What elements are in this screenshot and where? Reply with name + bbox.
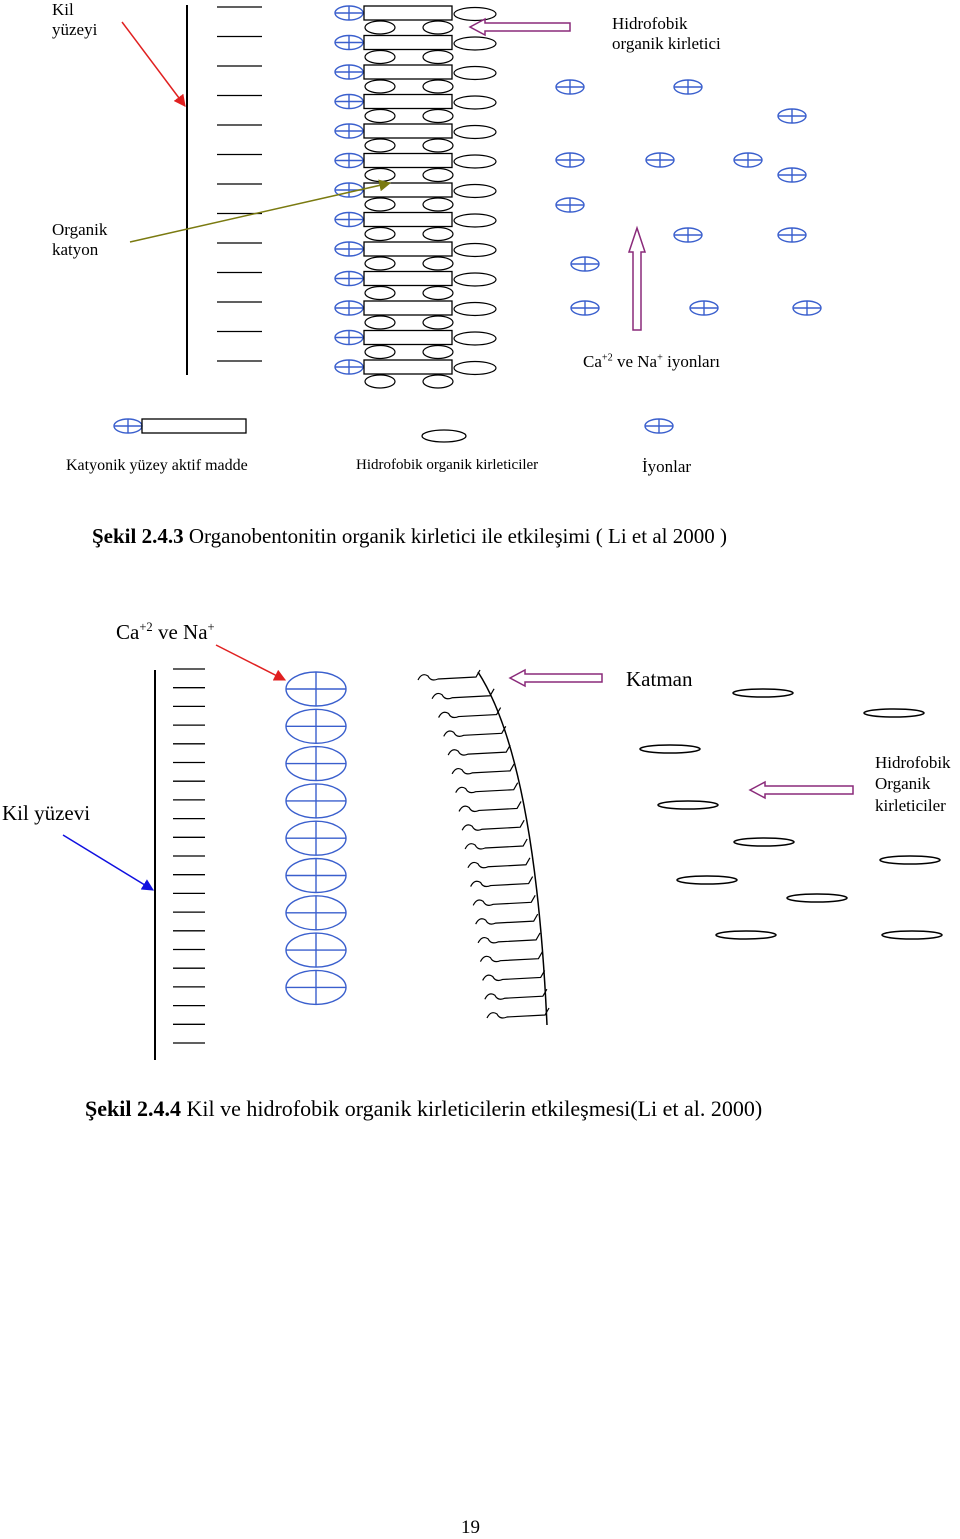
free-pollutant xyxy=(734,838,794,846)
free-ion xyxy=(674,228,702,242)
free-ion xyxy=(778,168,806,182)
free-pollutant xyxy=(640,745,700,753)
surfactant-head-ion xyxy=(335,301,363,315)
legend-ions-label: İyonlar xyxy=(642,457,692,476)
surfactant-tail xyxy=(364,272,452,286)
surfactant-tail-chain xyxy=(465,839,527,849)
pollutant-hollow-arrow xyxy=(470,19,570,35)
surfactant-tail xyxy=(364,183,452,197)
surfactant-tail-chain xyxy=(462,820,524,830)
surfactant-tail xyxy=(364,213,452,227)
fig2-pollutants xyxy=(640,689,942,939)
figure1-caption: Şekil 2.4.3 Organobentonitin organik kirletici ile etkileşimi ( Li et al 2000 ) xyxy=(92,524,727,548)
fig2-ions-label: $Ca^{+2}$ ve Na+ xyxy=(116,620,215,644)
surfactant-tail-chain xyxy=(439,708,501,718)
surfactant-tail-chain xyxy=(476,914,538,924)
free-pollutant xyxy=(716,931,776,939)
sorbed-pollutant xyxy=(365,21,395,34)
negative-charges xyxy=(217,7,262,361)
surfactant-tail-chain xyxy=(418,670,480,680)
surfactant-head-ion xyxy=(335,360,363,374)
sorbed-pollutant xyxy=(454,126,496,139)
sorbed-pollutant xyxy=(454,67,496,80)
fig2-clay-surface-label: Kil yüzevi xyxy=(2,801,91,825)
sorbed-pollutant xyxy=(454,273,496,286)
sorbed-pollutant xyxy=(365,51,395,64)
surfactant-tail-chain xyxy=(473,895,535,905)
fig2-pollutants-label: Hidrofobik Organik kirleticiler xyxy=(875,753,951,815)
sorbed-pollutant xyxy=(365,80,395,93)
surfactant-tail-chain xyxy=(444,726,506,736)
fig2-ion xyxy=(286,672,346,706)
surfactant-head-ion xyxy=(335,124,363,138)
surfactant-tail-chain xyxy=(448,745,510,755)
fig2-ion xyxy=(286,709,346,743)
surfactant-tail xyxy=(364,65,452,79)
clay-surface-label: Kil yüzeyi xyxy=(52,0,98,39)
surfactant-head-ion xyxy=(335,154,363,168)
fig2-ion xyxy=(286,821,346,855)
surfactant-tail xyxy=(364,36,452,50)
sorbed-pollutant xyxy=(423,169,453,182)
legend-surfactant-symbol xyxy=(114,419,246,433)
sorbed-pollutant xyxy=(454,214,496,227)
ions-label: $Ca^{+2}$ ve Na+ iyonları xyxy=(583,352,720,371)
fig2-ions-arrow xyxy=(216,645,285,680)
surfactant-head-ion xyxy=(335,95,363,109)
free-ion xyxy=(674,80,702,94)
layer-hollow-arrow xyxy=(510,670,602,686)
surfactant-head-ion xyxy=(335,36,363,50)
surfactant-tail-chain xyxy=(480,952,542,962)
figure2-caption: Şekil 2.4.4 Kil ve hidrofobik organik kirleticilerin etkileşmesi(Li et al. 2000) xyxy=(85,1096,763,1121)
legend-pollutant-symbol xyxy=(422,430,466,442)
free-pollutant xyxy=(864,709,924,717)
fig2-ion xyxy=(286,784,346,818)
hydrophobic-pollutant-label: Hidrofobik organik kirletici xyxy=(612,14,721,53)
surfactant-tail xyxy=(364,6,452,20)
page-number: 19 xyxy=(461,1517,480,1538)
layer-curve xyxy=(478,672,547,1025)
free-ion xyxy=(646,153,674,167)
sorbed-pollutant xyxy=(365,198,395,211)
sorbed-pollutant xyxy=(423,110,453,123)
sorbed-pollutant xyxy=(454,96,496,109)
free-ion xyxy=(556,153,584,167)
surfactant-tail xyxy=(364,154,452,168)
free-ion xyxy=(793,301,821,315)
sorbed-pollutant xyxy=(423,198,453,211)
sorbed-pollutant xyxy=(423,257,453,270)
free-pollutant xyxy=(880,856,940,864)
free-pollutant xyxy=(882,931,942,939)
fig2-ion xyxy=(286,933,346,967)
surfactant-tail-chain xyxy=(483,970,545,980)
free-ion xyxy=(556,198,584,212)
free-ion xyxy=(778,228,806,242)
free-ions xyxy=(556,80,821,315)
fig2-ion-column xyxy=(286,672,346,1004)
legend-ion-symbol xyxy=(645,419,673,433)
sorbed-pollutant xyxy=(454,185,496,198)
sorbed-pollutant xyxy=(365,139,395,152)
surfactant-head-ion xyxy=(335,272,363,286)
free-ion xyxy=(571,301,599,315)
sorbed-pollutant xyxy=(423,316,453,329)
fig2-negative-charges xyxy=(173,669,205,1043)
sorbed-pollutant xyxy=(423,228,453,241)
free-pollutant xyxy=(733,689,793,697)
free-ion xyxy=(556,80,584,94)
fig2-ion xyxy=(286,747,346,781)
free-ion xyxy=(734,153,762,167)
surfactant-head-ion xyxy=(335,331,363,345)
surfactant-tail-chain xyxy=(432,689,494,699)
surfactant-tails xyxy=(418,670,549,1018)
surfactant-tail-chain xyxy=(456,783,518,793)
surfactant-tail-chain xyxy=(459,801,521,811)
surfactant-head-ion xyxy=(335,65,363,79)
fig2-ion xyxy=(286,859,346,893)
sorbed-pollutant xyxy=(454,362,496,375)
fig2-ion xyxy=(286,896,346,930)
free-ion xyxy=(778,109,806,123)
surfactant-head-ion xyxy=(335,242,363,256)
legend-pollutants-label: Hidrofobik organik kirleticiler xyxy=(356,457,539,473)
surfactant-tail-chain xyxy=(471,877,533,887)
sorbed-pollutant xyxy=(365,375,395,388)
free-pollutant xyxy=(787,894,847,902)
sorbed-pollutant xyxy=(365,110,395,123)
layer-label: Katman xyxy=(626,667,693,691)
surfactant-tail xyxy=(364,301,452,315)
sorbed-pollutant xyxy=(365,228,395,241)
surfactant-tail xyxy=(364,124,452,138)
sorbed-pollutant xyxy=(423,21,453,34)
surfactant-tail xyxy=(364,95,452,109)
free-ion xyxy=(571,257,599,271)
sorbed-pollutant xyxy=(365,169,395,182)
fig2-clay-surface-arrow xyxy=(63,835,153,890)
clay-surface-arrow xyxy=(122,22,185,106)
sorbed-pollutant xyxy=(454,37,496,50)
free-ion xyxy=(690,301,718,315)
organic-cation-label: Organik katyon xyxy=(52,220,108,259)
fig2-pollutant-hollow-arrow xyxy=(750,782,853,798)
sorbed-pollutant xyxy=(454,244,496,257)
surfactant-tail xyxy=(364,331,452,345)
surfactant-stack xyxy=(335,6,496,388)
sorbed-pollutant xyxy=(365,287,395,300)
sorbed-pollutant xyxy=(423,51,453,64)
surfactant-tail-chain xyxy=(487,1008,549,1018)
surfactant-tail-chain xyxy=(468,858,530,868)
surfactant-head-ion xyxy=(335,6,363,20)
legend-surfactant-label: Katyonik yüzey aktif madde xyxy=(66,457,248,474)
sorbed-pollutant xyxy=(365,346,395,359)
surfactant-head-ion xyxy=(335,213,363,227)
surfactant-tail-chain xyxy=(485,989,547,999)
fig2-ion xyxy=(286,970,346,1004)
sorbed-pollutant xyxy=(454,303,496,316)
sorbed-pollutant xyxy=(423,139,453,152)
sorbed-pollutant xyxy=(423,80,453,93)
sorbed-pollutant xyxy=(365,257,395,270)
sorbed-pollutant xyxy=(423,346,453,359)
free-pollutant xyxy=(677,876,737,884)
sorbed-pollutant xyxy=(423,375,453,388)
sorbed-pollutant xyxy=(454,155,496,168)
surfactant-tail xyxy=(364,360,452,374)
sorbed-pollutant xyxy=(454,8,496,21)
surfactant-tail-chain xyxy=(452,764,514,774)
surfactant-tail xyxy=(364,242,452,256)
free-pollutant xyxy=(658,801,718,809)
ions-hollow-arrow xyxy=(629,228,645,330)
sorbed-pollutant xyxy=(454,332,496,345)
surfactant-tail-chain xyxy=(478,933,540,943)
sorbed-pollutant xyxy=(423,287,453,300)
sorbed-pollutant xyxy=(365,316,395,329)
